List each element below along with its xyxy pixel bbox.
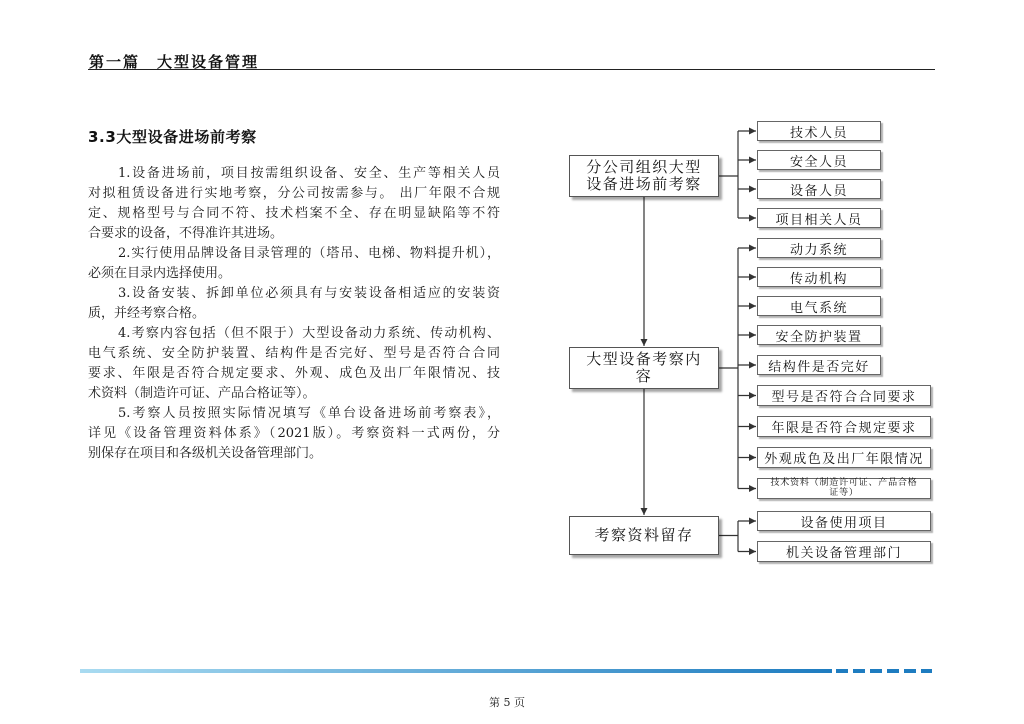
stage-archive-box [569,516,719,555]
paragraph-line: 3.设备安装、拆卸单位必须具有与安装设备相适应的安装资 [118,286,500,301]
node-electrical-system: 电气系统 [757,296,881,316]
node-technical-staff: 技术人员 [757,121,881,141]
paragraph-line: 电气系统、安全防护装置、结构件是否完好、型号是否符合合同 [88,346,500,361]
node-project-staff: 项目相关人员 [757,208,881,228]
node-department-archive: 机关设备管理部门 [757,541,931,562]
node-equipment-staff: 设备人员 [757,179,881,199]
node-note-line: 证等） [829,487,859,498]
paragraph-line: 2.实行使用品牌设备目录管理的（塔吊、电梯、物料提升机）， [118,246,500,261]
stage-label-line: 容 [635,367,653,385]
node-power-system: 动力系统 [757,238,881,258]
paragraph-line: 1.设备进场前，项目按需组织设备、安全、生产等相关人员 [118,166,500,181]
paragraph-line: 合要求的设备，不得准许其进场。 [88,226,284,241]
node-age-regulation-check: 年限是否符合规定要求 [757,416,931,437]
stage-label-line: 设备进场前考察 [586,175,702,193]
stage-label-line: 大型设备考察内 [586,350,702,368]
paragraph-line: 必须在目录内选择使用。 [88,266,232,281]
node-note-line: 技术资料（制造许可证、产品合格 [770,478,918,488]
paragraph-line: 要求、年限是否符合规定要求、外观、成色及出厂年限情况、技 [88,366,500,381]
stage-label-line: 考察资料留存 [594,526,694,544]
paragraph-line: 质，并经考察合格。 [88,306,206,321]
page-number: 第 5 页 [489,696,525,709]
paragraph-line: 定、规格型号与合同不符、技术档案不全、存在明显缺陷等不符 [88,206,500,221]
paragraph-line: 4.考察内容包括（但不限于）大型设备动力系统、传动机构、 [118,326,500,341]
node-transmission: 传动机构 [757,267,881,287]
paragraph-line: 详见《设备管理资料体系》（2021版）。考察资料一式两份，分 [88,426,500,441]
node-structure-check: 结构件是否完好 [757,355,881,375]
footer-dashes [836,669,932,673]
stage-inspection-content-box [569,347,719,389]
node-safety-devices: 安全防护装置 [757,325,881,345]
paragraph-line: 术资料（制造许可证、产品合格证等）。 [88,386,316,401]
paragraph-line: 5.考察人员按照实际情况填写《单台设备进场前考察表》， [118,406,500,421]
stage-organize-inspection-box [569,155,719,197]
paragraph-line: 别保存在项目和各级机关设备管理部门。 [88,446,323,461]
stage-label-line: 分公司组织大型 [586,158,702,176]
node-appearance-age: 外观成色及出厂年限情况 [757,447,931,468]
node-project-archive: 设备使用项目 [757,511,931,531]
node-technical-documents [757,478,931,499]
node-safety-staff: 安全人员 [757,150,881,170]
paragraph-line: 对拟租赁设备进行实地考察，分公司按需参与。 出厂年限不合规 [88,186,500,201]
footer-bar [80,669,832,673]
chapter-header-title: 第一篇 大型设备管理 [89,53,260,71]
section-title: 3.3大型设备进场前考察 [88,128,257,146]
node-model-contract-check: 型号是否符合合同要求 [757,385,931,406]
